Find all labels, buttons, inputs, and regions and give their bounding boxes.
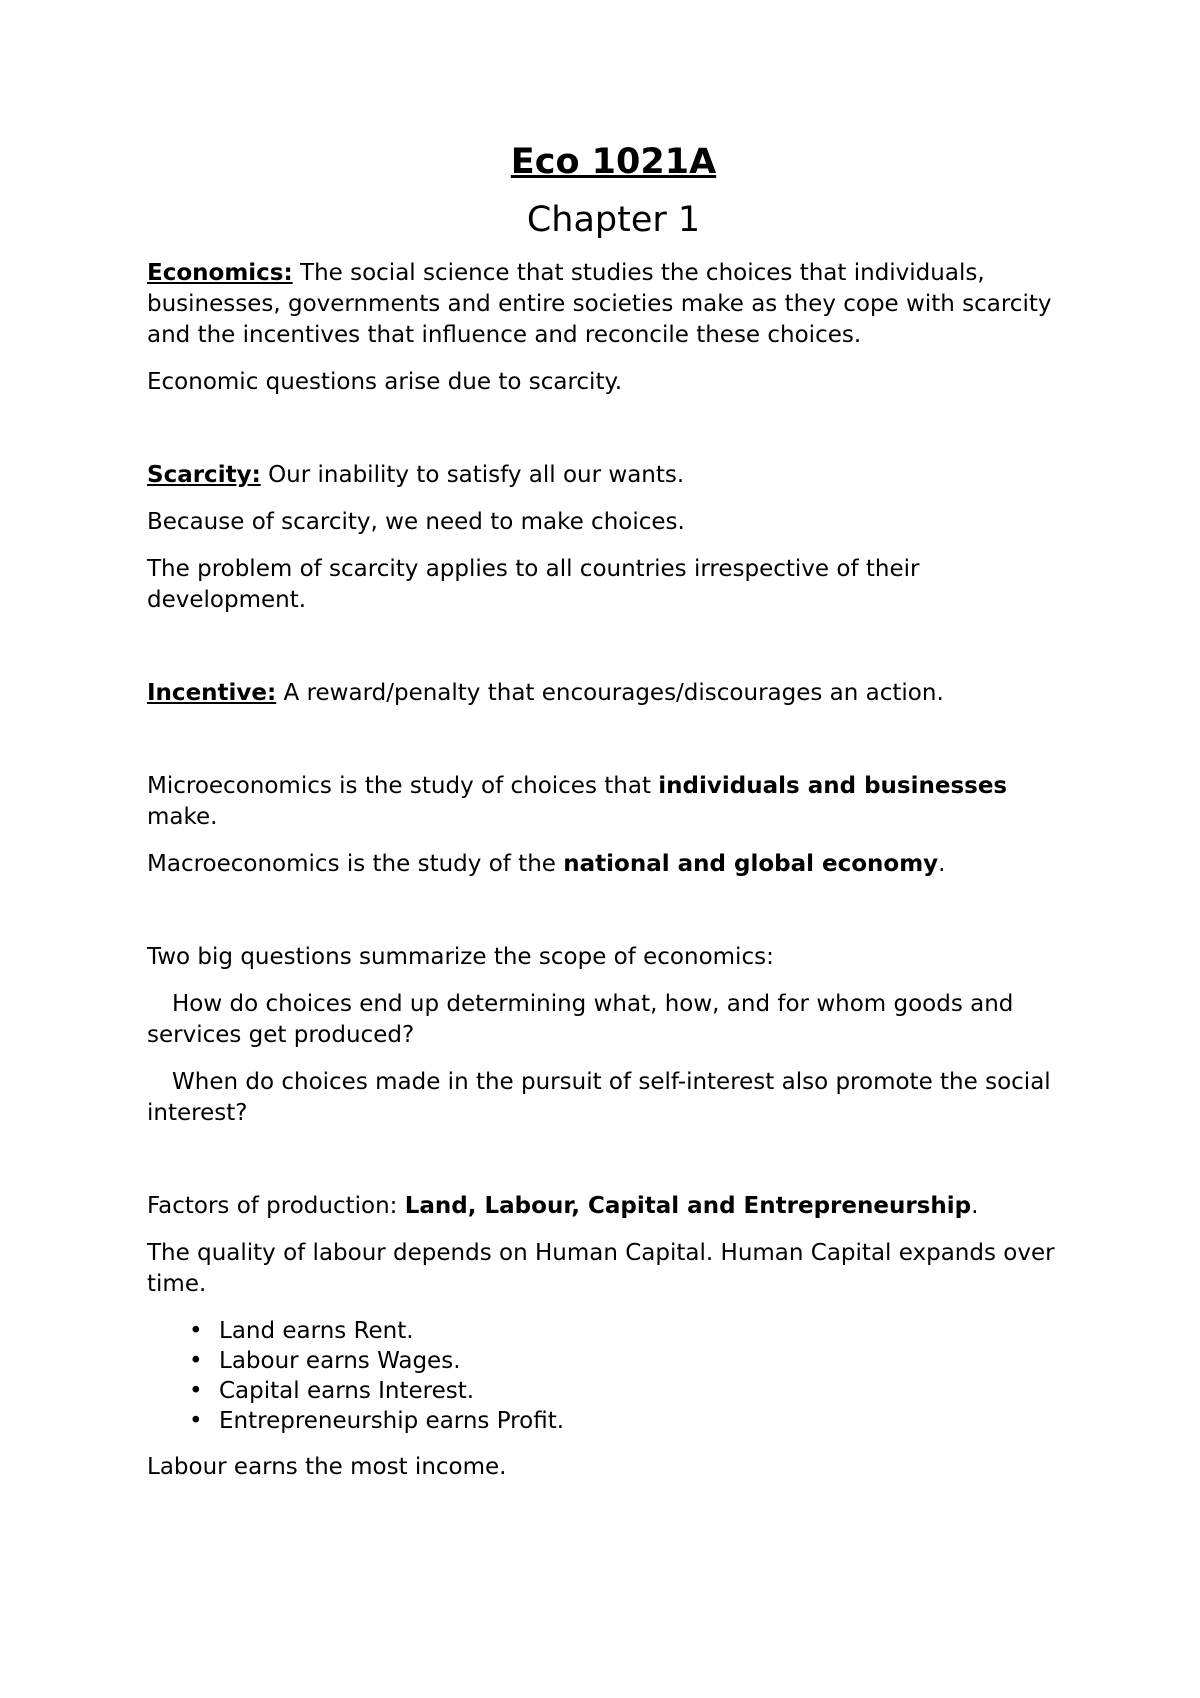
questions-intro: Two big questions summarize the scope of economics: (147, 944, 774, 970)
factors-line (147, 1191, 1080, 1222)
list-item (147, 1376, 1080, 1406)
economics-term: Economics: (147, 260, 293, 286)
factors-emphasis: Land, Labour, Capital and Entrepreneurship (404, 1193, 972, 1219)
list-item-text: Entrepreneurship earns Profit. (219, 1408, 565, 1434)
micro-pre: Microeconomics is the study of choices that (147, 773, 659, 799)
list-item-text: Labour earns Wages. (219, 1348, 461, 1374)
bullet-icon: • (189, 1348, 203, 1374)
spacer (147, 725, 1080, 771)
economics-note: Economic questions arise due to scarcity. (147, 369, 623, 395)
economics-definition-text: The social science that studies the choices that individuals, businesses, governments and entire societies make as they cope with scarcity and the incentives that influence and reconcile these choices. (147, 260, 1052, 348)
economics-definition (147, 258, 1080, 351)
list-item (147, 1316, 1080, 1346)
microeconomics-line (147, 771, 1080, 833)
macro-pre: Macroeconomics is the study of the (147, 851, 564, 877)
scarcity-line-countries: The problem of scarcity applies to all countries irrespective of their development. (147, 556, 920, 613)
macroeconomics-line (147, 849, 1080, 880)
bullet-icon: • (189, 1408, 203, 1434)
macro-post: . (938, 851, 946, 877)
macro-emphasis: national and global economy (563, 851, 939, 877)
spacer (147, 632, 1080, 678)
chapter-heading: Chapter 1 (526, 200, 701, 240)
scarcity-definition-text: Our inability to satisfy all our wants. (260, 462, 685, 488)
factors-post: . (971, 1193, 979, 1219)
list-item (147, 1346, 1080, 1376)
incentive-definition-text: A reward/penalty that encourages/discourages an action. (276, 680, 944, 706)
spacer (147, 1145, 1080, 1191)
question-two: When do choices made in the pursuit of self-interest also promote the social interest? (147, 1069, 1051, 1126)
factor-earnings-list (147, 1316, 1080, 1436)
scarcity-line-choices: Because of scarcity, we need to make choices. (147, 509, 685, 535)
scarcity-definition (147, 460, 1080, 491)
incentive-definition (147, 678, 1080, 709)
spacer (147, 896, 1080, 942)
closing-line: Labour earns the most income. (147, 1454, 507, 1480)
page-title: Eco 1021A (510, 142, 717, 182)
spacer (147, 414, 1080, 460)
question-one: How do choices end up determining what, how, and for whom goods and services get produced? (147, 991, 1014, 1048)
labour-quality-line: The quality of labour depends on Human Capital. Human Capital expands over time. (147, 1240, 1055, 1297)
micro-post: make. (147, 804, 218, 830)
incentive-term: Incentive: (147, 680, 277, 706)
scarcity-term: Scarcity: (147, 462, 261, 488)
micro-emphasis: individuals and businesses (658, 773, 1008, 799)
factors-pre: Factors of production: (147, 1193, 405, 1219)
bullet-icon: • (189, 1378, 203, 1404)
bullet-icon: • (189, 1318, 203, 1344)
list-item-text: Capital earns Interest. (219, 1378, 475, 1404)
list-item-text: Land earns Rent. (219, 1318, 414, 1344)
list-item (147, 1406, 1080, 1436)
